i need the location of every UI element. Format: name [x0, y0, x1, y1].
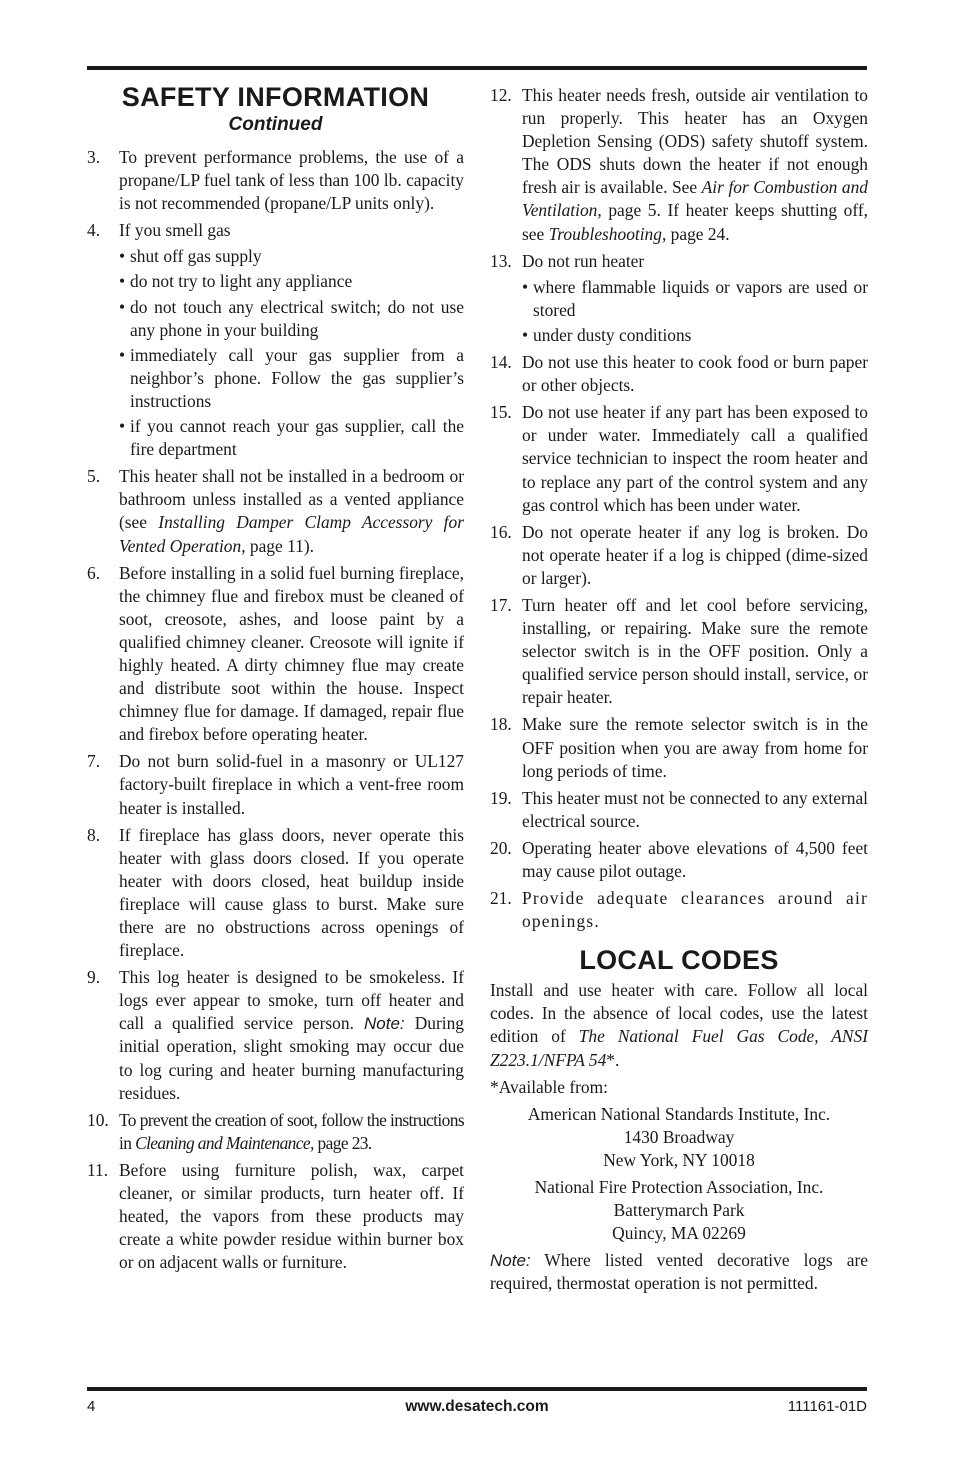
page-number: 4 [87, 1398, 96, 1415]
local-codes-title: LOCAL CODES [579, 945, 779, 976]
list-item: 11. Before using furniture polish, wax, carpet cleaner, or similar products, turn heater off. If heated, the vapors from these products may create a white powder residue within burner box or on adjacent walls or furniture. [87, 1159, 464, 1273]
list-item: 3. To prevent performance problems, the use of a propane/LP fuel tank of less than 100 lb. capacity is not recommended (propane/LP units only). [87, 147, 464, 214]
website-link[interactable]: www.desatech.com [405, 1398, 549, 1415]
list-item: 9. This log heater is designed to be smokeless. If logs ever appear to smoke, turn off heater and call a qualified service person. Note: During initial operation, slight smoking may occur due to log curing and heater burning manufacturing residues. [87, 967, 464, 1103]
bullet-list [522, 276, 868, 347]
section-title: SAFETY INFORMATION [121, 82, 430, 112]
list-item: 19. This heater must not be connected to any external electrical source. [490, 787, 868, 831]
left-column [87, 80, 464, 1278]
list-item: 7. Do not burn solid-fuel in a masonry or UL127 factory-built fireplace in which a vent-free room heater is installed. [87, 751, 464, 818]
list-item: 21. Provide adequate clearances around air openings. [490, 888, 868, 932]
right-column [490, 84, 868, 1300]
bottom-rule [87, 1387, 867, 1391]
list-item: 13. Do not run heater • where flammable liquids or vapors are used or stored • under dusty conditions [490, 250, 868, 347]
list-item: 8. If fireplace has glass doors, never operate this heater with glass doors closed. If you operate heater with doors closed, heat buildup inside fireplace will cause glass to burst. Make sure there are no obstructions across openings of fireplace. [87, 824, 464, 961]
address-ansi: American National Standards Institute, Inc. 1430 Broadway New York, NY 10018 [527, 1103, 831, 1170]
bullet-item: • if you cannot reach your gas supplier, call the fire department [119, 415, 464, 461]
bullet-item: • do not touch any electrical switch; do not use any phone in your building [119, 296, 464, 342]
section-subtitle: Continued [228, 114, 323, 135]
bullet-item: • shut off gas supply [119, 245, 464, 268]
bullet-list [119, 245, 464, 461]
list-item: 14. Do not use this heater to cook food or burn paper or other objects. [490, 352, 868, 396]
list-item: 15. Do not use heater if any part has been exposed to or under water. Immediately call a qualified service technician to inspect the room heater and to replace any part of the control system and any gas control which has been under water. [490, 402, 868, 515]
list-item: 17. Turn heater off and let cool before servicing, installing, or repairing. Make sure the remote selector switch is in the OFF position. Only a qualified service person should install, service, or repair heater. [490, 594, 868, 708]
list-item: 18. Make sure the remote selector switch is in the OFF position when you are away from home for long periods of time. [490, 714, 868, 781]
available-from: *Available from: [490, 1076, 608, 1097]
list-item: 20. Operating heater above elevations of 4,500 feet may cause pilot outage. [490, 837, 868, 881]
bullet-item: • under dusty conditions [522, 324, 868, 347]
list-item: 16. Do not operate heater if any log is broken. Do not operate heater if a log is chipped (dime-sized or larger). [490, 521, 868, 588]
list-item: 5. This heater shall not be installed in a bedroom or bathroom unless installed as a vented appliance (see Installing Damper Clamp Accessory for Vented Operation, page 11). [87, 466, 464, 556]
left-list [87, 146, 464, 1274]
local-codes-note: Note: Where listed vented decorative logs are required, thermostat operation is not permitted. [490, 1250, 868, 1294]
right-list [490, 84, 868, 933]
list-item: 6. Before installing in a solid fuel burning fireplace, the chimney flue and firebox must be cleaned of soot, creosote, ashes, and loose paint by a qualified chimney cleaner. Creosote will ignite if highly heated. A dirty chimney flue may create and distribute soot within the house. Inspect chimney flue for damage. If damaged, repair flue and firebox before operating heater. [87, 562, 464, 745]
top-rule [87, 66, 867, 70]
local-codes-paragraph: Install and use heater with care. Follow all local codes. In the absence of local codes, use the latest edition of The National Fuel Gas Code, ANSI Z223.1/NFPA 54*. [490, 980, 868, 1070]
bullet-item: • immediately call your gas supplier from a neighbor’s phone. Follow the gas supplier’s instructions [119, 344, 464, 413]
bullet-item: • where flammable liquids or vapors are used or stored [522, 276, 868, 322]
document-code: 111161-01D [787, 1398, 867, 1415]
list-item: 10. To prevent the creation of soot, follow the instructions in Cleaning and Maintenance, page 23. [87, 1109, 464, 1153]
address-nfpa: National Fire Protection Association, Inc. Batterymarch Park Quincy, MA 02269 [534, 1177, 824, 1244]
list-item: 4. If you smell gas • shut off gas supply • do not try to light any appliance • do not touch any electrical switch; do not use any phone in your building • immediately call your gas supplier from a neighbor’s phone. Follow the gas supplier’s instructions • if you cannot reach your gas supplier, call the fire department [87, 219, 464, 461]
bullet-item: • do not try to light any appliance [119, 270, 464, 293]
list-item: 12. This heater needs fresh, outside air ventilation to run properly. This heater has an Oxygen Depletion Sensing (ODS) safety shutoff system. The ODS shuts down the heater if not enough fresh air is available. See Air for Combustion and Ventilation, page 5. If heater keeps shutting off, see Troubleshooting, page 24. [490, 85, 868, 244]
